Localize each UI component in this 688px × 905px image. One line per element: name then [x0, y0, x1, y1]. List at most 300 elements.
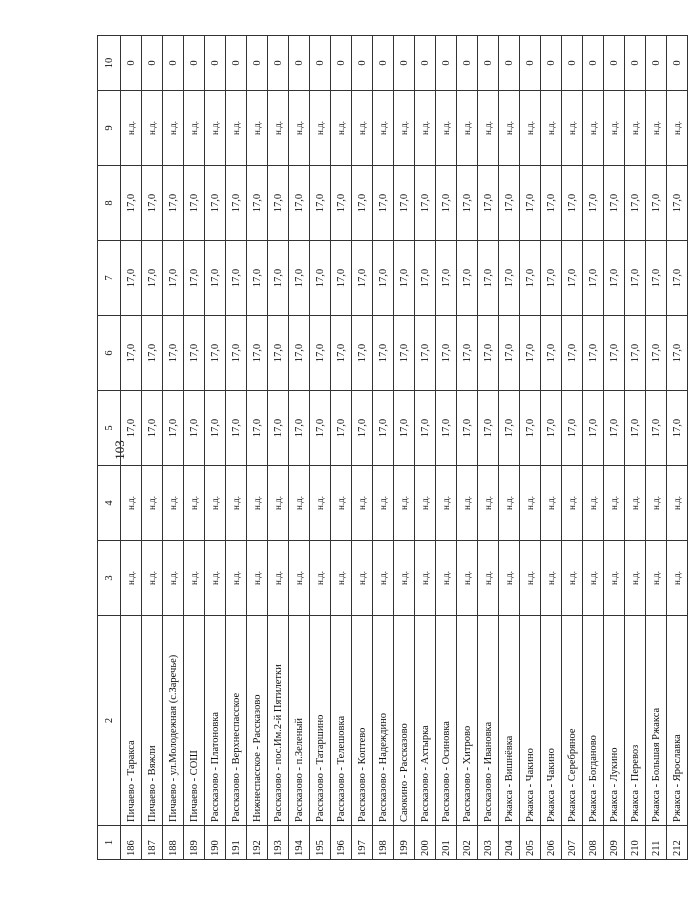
- table-cell: 203: [478, 826, 499, 860]
- table-row: [562, 36, 583, 860]
- table-cell: 17,0: [268, 316, 289, 391]
- table-cell: н.д.: [142, 541, 163, 616]
- table-cell: 17,0: [478, 391, 499, 466]
- table-cell: 0: [436, 36, 457, 91]
- table-cell: Рассказово - Коптево: [352, 616, 373, 826]
- table-cell: н.д.: [310, 466, 331, 541]
- table-cell: 0: [646, 36, 667, 91]
- table-cell: н.д.: [625, 541, 646, 616]
- table-cell: Ржакса - Перевоз: [625, 616, 646, 826]
- table-cell: 17,0: [583, 391, 604, 466]
- table-row: [394, 36, 415, 860]
- table-cell: н.д.: [478, 91, 499, 166]
- table-cell: 17,0: [163, 316, 184, 391]
- table-cell: н.д.: [226, 466, 247, 541]
- table-cell: н.д.: [226, 91, 247, 166]
- table-cell: н.д.: [247, 91, 268, 166]
- column-header: 8: [98, 166, 121, 241]
- table-cell: 0: [604, 36, 625, 91]
- table-cell: 0: [415, 36, 436, 91]
- table-cell: Ржакса - Богданово: [583, 616, 604, 826]
- table-cell: 17,0: [457, 166, 478, 241]
- table-cell: н.д.: [583, 541, 604, 616]
- table-cell: 17,0: [310, 316, 331, 391]
- table-cell: н.д.: [289, 541, 310, 616]
- table-cell: н.д.: [625, 91, 646, 166]
- table-cell: 204: [499, 826, 520, 860]
- table-cell: н.д.: [583, 91, 604, 166]
- table-cell: 17,0: [205, 166, 226, 241]
- table-cell: 17,0: [184, 316, 205, 391]
- table-header-row: [98, 36, 121, 860]
- table-cell: 17,0: [646, 391, 667, 466]
- table-cell: н.д.: [184, 466, 205, 541]
- table-cell: 17,0: [436, 166, 457, 241]
- table-row: [478, 36, 499, 860]
- table-cell: н.д.: [331, 541, 352, 616]
- table-cell: 17,0: [394, 166, 415, 241]
- table-cell: н.д.: [394, 541, 415, 616]
- column-header: 2: [98, 616, 121, 826]
- table-cell: 17,0: [184, 166, 205, 241]
- table-cell: 17,0: [352, 316, 373, 391]
- table-cell: 0: [142, 36, 163, 91]
- table-cell: н.д.: [667, 466, 688, 541]
- table-cell: н.д.: [310, 91, 331, 166]
- table-cell: н.д.: [667, 91, 688, 166]
- table-cell: 17,0: [478, 241, 499, 316]
- column-header: 3: [98, 541, 121, 616]
- table-cell: 17,0: [457, 391, 478, 466]
- table-cell: 17,0: [226, 166, 247, 241]
- table-cell: н.д.: [499, 91, 520, 166]
- table-body: [121, 36, 688, 860]
- table-cell: н.д.: [352, 466, 373, 541]
- table-row: [205, 36, 226, 860]
- table-cell: 17,0: [541, 166, 562, 241]
- table-cell: 17,0: [247, 241, 268, 316]
- table-cell: 212: [667, 826, 688, 860]
- table-row: [646, 36, 667, 860]
- table-cell: 17,0: [352, 166, 373, 241]
- table-cell: н.д.: [121, 541, 142, 616]
- table-cell: н.д.: [415, 541, 436, 616]
- column-header: 4: [98, 466, 121, 541]
- table-cell: Рассказово - пос.Им.2-й Пятилетки: [268, 616, 289, 826]
- table-cell: 17,0: [583, 241, 604, 316]
- table-cell: н.д.: [289, 91, 310, 166]
- table-cell: н.д.: [268, 466, 289, 541]
- table-cell: 17,0: [310, 241, 331, 316]
- table-cell: Рассказово - Телешовка: [331, 616, 352, 826]
- table-cell: Рассказово - Надеждино: [373, 616, 394, 826]
- column-header: 6: [98, 316, 121, 391]
- table-cell: 17,0: [625, 166, 646, 241]
- table-row: [268, 36, 289, 860]
- table-cell: 17,0: [310, 391, 331, 466]
- table-cell: н.д.: [289, 466, 310, 541]
- table-cell: н.д.: [436, 466, 457, 541]
- table-cell: 0: [268, 36, 289, 91]
- table-cell: 192: [247, 826, 268, 860]
- table-cell: 197: [352, 826, 373, 860]
- table-cell: 195: [310, 826, 331, 860]
- table-row: [436, 36, 457, 860]
- table-cell: 0: [520, 36, 541, 91]
- table-cell: н.д.: [205, 541, 226, 616]
- table-cell: 188: [163, 826, 184, 860]
- table-cell: н.д.: [352, 541, 373, 616]
- table-cell: 17,0: [142, 391, 163, 466]
- table-cell: 17,0: [205, 241, 226, 316]
- table-cell: 17,0: [373, 391, 394, 466]
- table-cell: 0: [583, 36, 604, 91]
- table-cell: н.д.: [646, 541, 667, 616]
- table-cell: н.д.: [331, 466, 352, 541]
- table-cell: н.д.: [625, 466, 646, 541]
- table-cell: 17,0: [394, 391, 415, 466]
- table-cell: 17,0: [289, 166, 310, 241]
- table-cell: н.д.: [352, 91, 373, 166]
- table-cell: н.д.: [121, 466, 142, 541]
- table-cell: н.д.: [499, 466, 520, 541]
- table-cell: 17,0: [268, 391, 289, 466]
- table-cell: 17,0: [436, 241, 457, 316]
- table-cell: н.д.: [373, 541, 394, 616]
- table-cell: 17,0: [415, 316, 436, 391]
- table-cell: 17,0: [499, 166, 520, 241]
- table-cell: 17,0: [121, 166, 142, 241]
- table-cell: 17,0: [604, 391, 625, 466]
- table-cell: н.д.: [457, 91, 478, 166]
- table-cell: н.д.: [541, 466, 562, 541]
- table-cell: Ржакса - Лукино: [604, 616, 625, 826]
- table-cell: 205: [520, 826, 541, 860]
- table-frame: [97, 36, 683, 860]
- table-cell: 17,0: [478, 316, 499, 391]
- table-cell: 0: [541, 36, 562, 91]
- table-cell: н.д.: [415, 91, 436, 166]
- table-cell: Саюкино - Рассказово: [394, 616, 415, 826]
- table-row: [457, 36, 478, 860]
- table-cell: Ржакса - Большая Ржакса: [646, 616, 667, 826]
- table-cell: 17,0: [667, 316, 688, 391]
- page-number-text: 103: [112, 440, 127, 460]
- table-cell: 17,0: [247, 391, 268, 466]
- table-cell: 17,0: [163, 391, 184, 466]
- column-header: 10: [98, 36, 121, 91]
- table-cell: 0: [310, 36, 331, 91]
- table-cell: н.д.: [184, 541, 205, 616]
- table-cell: н.д.: [562, 466, 583, 541]
- table-cell: 0: [289, 36, 310, 91]
- table-cell: Рассказово - Ахтырка: [415, 616, 436, 826]
- table-cell: 17,0: [520, 166, 541, 241]
- table-cell: н.д.: [247, 466, 268, 541]
- table-cell: 17,0: [457, 316, 478, 391]
- table-cell: Ржакса - Чакино: [541, 616, 562, 826]
- table-cell: Рассказово - Ивановка: [478, 616, 499, 826]
- table-row: [541, 36, 562, 860]
- table-cell: н.д.: [667, 541, 688, 616]
- table-row: [625, 36, 646, 860]
- table-row: [310, 36, 331, 860]
- table-cell: н.д.: [604, 91, 625, 166]
- table-cell: 198: [373, 826, 394, 860]
- column-header: 5: [98, 391, 121, 466]
- table-cell: н.д.: [415, 466, 436, 541]
- table-cell: 17,0: [478, 166, 499, 241]
- table-cell: Рассказово - Платоновка: [205, 616, 226, 826]
- table-cell: 17,0: [625, 241, 646, 316]
- table-cell: 206: [541, 826, 562, 860]
- table-cell: 0: [163, 36, 184, 91]
- table-row: [373, 36, 394, 860]
- table-cell: 17,0: [604, 166, 625, 241]
- table-cell: 17,0: [625, 391, 646, 466]
- table-cell: н.д.: [478, 541, 499, 616]
- table-cell: 17,0: [520, 391, 541, 466]
- table-cell: 17,0: [541, 241, 562, 316]
- table-cell: 17,0: [289, 241, 310, 316]
- table-cell: н.д.: [205, 91, 226, 166]
- table-cell: Ржакса - Чакино: [520, 616, 541, 826]
- table-cell: 0: [457, 36, 478, 91]
- rotated-table-container: [97, 36, 683, 860]
- table-cell: 17,0: [268, 166, 289, 241]
- table-cell: н.д.: [121, 91, 142, 166]
- data-table: [97, 35, 688, 860]
- table-cell: Рассказово - Хитрово: [457, 616, 478, 826]
- table-cell: 17,0: [331, 241, 352, 316]
- table-cell: н.д.: [541, 91, 562, 166]
- table-cell: н.д.: [142, 91, 163, 166]
- table-cell: 17,0: [331, 166, 352, 241]
- table-cell: н.д.: [394, 466, 415, 541]
- table-cell: н.д.: [373, 91, 394, 166]
- table-cell: 17,0: [562, 241, 583, 316]
- table-cell: 17,0: [520, 241, 541, 316]
- table-cell: н.д.: [604, 466, 625, 541]
- table-cell: 17,0: [205, 391, 226, 466]
- table-cell: н.д.: [394, 91, 415, 166]
- table-cell: 0: [121, 36, 142, 91]
- table-cell: 17,0: [121, 391, 142, 466]
- table-cell: 187: [142, 826, 163, 860]
- table-cell: 17,0: [499, 241, 520, 316]
- table-cell: 17,0: [394, 316, 415, 391]
- table-cell: 194: [289, 826, 310, 860]
- table-cell: 189: [184, 826, 205, 860]
- table-cell: 17,0: [562, 391, 583, 466]
- table-cell: 17,0: [415, 391, 436, 466]
- table-cell: н.д.: [184, 91, 205, 166]
- table-cell: 200: [415, 826, 436, 860]
- table-row: [289, 36, 310, 860]
- table-cell: 17,0: [142, 241, 163, 316]
- table-cell: н.д.: [436, 91, 457, 166]
- table-cell: 17,0: [667, 241, 688, 316]
- table-row: [604, 36, 625, 860]
- table-cell: н.д.: [562, 541, 583, 616]
- table-cell: 17,0: [163, 166, 184, 241]
- table-cell: 17,0: [646, 241, 667, 316]
- table-cell: 17,0: [373, 166, 394, 241]
- table-cell: н.д.: [163, 541, 184, 616]
- table-cell: н.д.: [268, 91, 289, 166]
- table-cell: н.д.: [268, 541, 289, 616]
- table-cell: н.д.: [310, 541, 331, 616]
- table-cell: 17,0: [499, 391, 520, 466]
- table-cell: н.д.: [646, 91, 667, 166]
- table-cell: н.д.: [226, 541, 247, 616]
- table-cell: 17,0: [247, 316, 268, 391]
- table-cell: 17,0: [667, 391, 688, 466]
- table-cell: Нижнеспасское - Рассказово: [247, 616, 268, 826]
- table-cell: 17,0: [226, 241, 247, 316]
- table-cell: 17,0: [226, 391, 247, 466]
- table-cell: Ржакса - Серебряное: [562, 616, 583, 826]
- table-cell: 193: [268, 826, 289, 860]
- table-cell: 207: [562, 826, 583, 860]
- table-cell: 17,0: [667, 166, 688, 241]
- table-cell: 17,0: [226, 316, 247, 391]
- table-cell: н.д.: [142, 466, 163, 541]
- table-row: [667, 36, 688, 860]
- table-cell: 17,0: [142, 166, 163, 241]
- table-cell: н.д.: [583, 466, 604, 541]
- table-cell: н.д.: [646, 466, 667, 541]
- table-cell: Пичаево - Вяжли: [142, 616, 163, 826]
- table-row: [184, 36, 205, 860]
- table-cell: н.д.: [457, 541, 478, 616]
- table-cell: 17,0: [457, 241, 478, 316]
- table-cell: 190: [205, 826, 226, 860]
- table-cell: 186: [121, 826, 142, 860]
- table-cell: 17,0: [142, 316, 163, 391]
- table-cell: 0: [331, 36, 352, 91]
- table-cell: 0: [373, 36, 394, 91]
- table-cell: н.д.: [163, 91, 184, 166]
- table-cell: 0: [184, 36, 205, 91]
- table-cell: 17,0: [352, 391, 373, 466]
- table-row: [331, 36, 352, 860]
- table-cell: 201: [436, 826, 457, 860]
- table-cell: Ржакса - Ярославка: [667, 616, 688, 826]
- table-cell: н.д.: [457, 466, 478, 541]
- table-cell: н.д.: [499, 541, 520, 616]
- table-cell: 17,0: [331, 391, 352, 466]
- table-row: [163, 36, 184, 860]
- table-cell: н.д.: [478, 466, 499, 541]
- table-cell: 209: [604, 826, 625, 860]
- table-cell: 17,0: [604, 316, 625, 391]
- table-cell: 17,0: [499, 316, 520, 391]
- table-cell: 0: [478, 36, 499, 91]
- table-cell: 0: [499, 36, 520, 91]
- table-cell: Пичаево - ул.Молодежная (с.Заречье): [163, 616, 184, 826]
- table-cell: 210: [625, 826, 646, 860]
- table-cell: 17,0: [184, 391, 205, 466]
- table-cell: 17,0: [163, 241, 184, 316]
- table-cell: 17,0: [562, 316, 583, 391]
- column-header: 7: [98, 241, 121, 316]
- column-header: 9: [98, 91, 121, 166]
- table-cell: 17,0: [205, 316, 226, 391]
- table-cell: 0: [226, 36, 247, 91]
- table-cell: 17,0: [604, 241, 625, 316]
- table-cell: 17,0: [646, 166, 667, 241]
- table-cell: 191: [226, 826, 247, 860]
- table-cell: Пичаево - Таракса: [121, 616, 142, 826]
- table-cell: 0: [205, 36, 226, 91]
- table-cell: 0: [667, 36, 688, 91]
- table-cell: н.д.: [205, 466, 226, 541]
- table-cell: Ржакса - Вишнёвка: [499, 616, 520, 826]
- table-row: [415, 36, 436, 860]
- table-cell: 17,0: [331, 316, 352, 391]
- table-cell: 17,0: [121, 316, 142, 391]
- table-cell: 17,0: [520, 316, 541, 391]
- table-cell: н.д.: [520, 466, 541, 541]
- table-cell: Пичаево - СОШ: [184, 616, 205, 826]
- table-cell: 199: [394, 826, 415, 860]
- table-cell: 208: [583, 826, 604, 860]
- table-cell: Рассказово - Татаршино: [310, 616, 331, 826]
- table-cell: 17,0: [625, 316, 646, 391]
- table-cell: Рассказово - п.Зеленый: [289, 616, 310, 826]
- table-cell: 17,0: [247, 166, 268, 241]
- table-cell: н.д.: [520, 91, 541, 166]
- table-cell: н.д.: [520, 541, 541, 616]
- table-cell: 202: [457, 826, 478, 860]
- table-cell: 0: [625, 36, 646, 91]
- table-cell: 196: [331, 826, 352, 860]
- table-cell: 17,0: [268, 241, 289, 316]
- table-cell: 17,0: [121, 241, 142, 316]
- table-cell: 0: [562, 36, 583, 91]
- table-row: [499, 36, 520, 860]
- table-row: [583, 36, 604, 860]
- table-row: [352, 36, 373, 860]
- table-cell: 17,0: [310, 166, 331, 241]
- table-cell: 17,0: [415, 166, 436, 241]
- table-cell: 17,0: [646, 316, 667, 391]
- table-cell: 17,0: [373, 316, 394, 391]
- table-cell: 17,0: [289, 391, 310, 466]
- table-cell: 17,0: [373, 241, 394, 316]
- table-cell: 0: [247, 36, 268, 91]
- table-cell: н.д.: [541, 541, 562, 616]
- table-row: [142, 36, 163, 860]
- table-row: [247, 36, 268, 860]
- table-cell: 17,0: [415, 241, 436, 316]
- table-cell: 0: [394, 36, 415, 91]
- table-row: [121, 36, 142, 860]
- table-cell: 211: [646, 826, 667, 860]
- table-cell: 17,0: [583, 166, 604, 241]
- table-cell: Рассказово - Осиновка: [436, 616, 457, 826]
- table-cell: 17,0: [436, 316, 457, 391]
- table-cell: 17,0: [562, 166, 583, 241]
- table-cell: 17,0: [541, 391, 562, 466]
- table-cell: 17,0: [289, 316, 310, 391]
- table-cell: н.д.: [163, 466, 184, 541]
- table-cell: 17,0: [583, 316, 604, 391]
- table-row: [226, 36, 247, 860]
- table-row: [520, 36, 541, 860]
- table-cell: 17,0: [394, 241, 415, 316]
